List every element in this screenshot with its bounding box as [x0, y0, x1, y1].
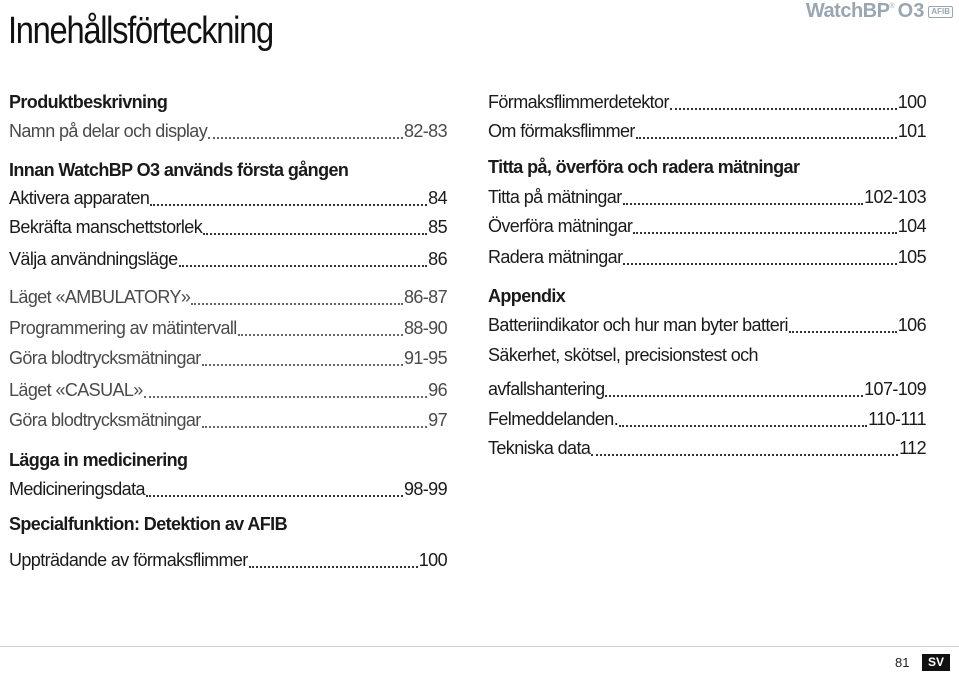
toc-entry[interactable]	[9, 550, 447, 574]
toc-entry[interactable]	[9, 249, 447, 273]
dot-leader	[619, 425, 867, 427]
toc-entry-title: Överföra mätningar	[488, 216, 633, 236]
section-heading: Titta på, överföra och radera mätningar	[488, 157, 800, 177]
toc-entry-title: Radera mätningar	[488, 247, 623, 267]
toc-entry[interactable]	[9, 287, 447, 311]
toc-entry-title: Göra blodtrycksmätningar	[9, 348, 201, 368]
toc-entry-title: Namn på delar och display	[9, 121, 208, 141]
toc-entry-page: 98-99	[403, 479, 447, 499]
toc-entry-page: 97	[428, 410, 447, 430]
toc-entry[interactable]	[9, 410, 447, 434]
toc-entry-title: Programmering av mätintervall	[9, 318, 237, 338]
toc-entry-page: 82-83	[403, 121, 447, 141]
toc-entry[interactable]	[488, 216, 926, 240]
toc-entry-title: Läget «AMBULATORY»	[9, 287, 191, 307]
toc-entry[interactable]	[488, 315, 926, 339]
toc-entry-title: avfallshantering	[488, 379, 605, 399]
toc-entry[interactable]	[488, 247, 926, 271]
section-heading: Specialfunktion: Detektion av AFIB	[9, 514, 287, 534]
toc-entry-page: 105	[897, 247, 926, 267]
toc-entry[interactable]	[9, 121, 447, 145]
toc-entry-page: 91-95	[403, 348, 447, 368]
toc-entry-title: Medicineringsdata	[9, 479, 145, 499]
dot-leader	[249, 566, 418, 568]
toc-entry[interactable]	[488, 92, 926, 116]
toc-entry-page: 102-103	[864, 187, 926, 207]
toc-entry-page: 101	[897, 121, 926, 141]
toc-entry-title: Uppträdande av förmaksflimmer	[9, 550, 248, 570]
dot-leader	[203, 233, 427, 235]
toc-entry-page: 100	[418, 550, 447, 570]
toc-entry-page: 86	[428, 249, 447, 269]
toc-entry-page: 107-109	[864, 379, 926, 399]
section-heading: Lägga in medicinering	[9, 450, 188, 470]
toc-entry-title: Om förmaksflimmer	[488, 121, 635, 141]
footer-divider	[0, 646, 959, 647]
toc-entry-title-line: Säkerhet, skötsel, precisionstest och	[488, 345, 758, 365]
toc-entry[interactable]	[488, 187, 926, 211]
dot-leader	[202, 364, 403, 366]
dot-leader	[636, 137, 897, 139]
dot-leader	[144, 396, 427, 398]
toc-entry-page: 106	[897, 315, 926, 335]
brand-logo	[806, 0, 953, 22]
toc-entry-title: Göra blodtrycksmätningar	[9, 410, 201, 430]
section-heading: Produktbeskrivning	[9, 92, 168, 112]
toc-entry-title: Förmaksflimmerdetektor	[488, 92, 669, 112]
dot-leader	[623, 263, 896, 265]
dot-leader	[191, 303, 403, 305]
dot-leader	[146, 495, 403, 497]
dot-leader	[623, 203, 864, 205]
toc-entry-page: 85	[428, 217, 447, 237]
dot-leader	[238, 334, 403, 336]
toc-entry-page: 112	[899, 438, 926, 458]
dot-leader	[179, 265, 428, 267]
toc-entry-page: 100	[897, 92, 926, 112]
section-heading: Innan WatchBP O3 används första gången	[9, 160, 349, 180]
toc-entry[interactable]	[9, 217, 447, 241]
dot-leader	[202, 426, 427, 428]
brand-registered-mark: ®	[889, 3, 895, 10]
toc-entry-page: 86-87	[403, 287, 447, 307]
toc-entry[interactable]	[9, 479, 447, 503]
dot-leader	[605, 395, 863, 397]
brand-model: O3	[897, 0, 925, 22]
toc-entry[interactable]	[488, 121, 926, 145]
dot-leader	[150, 204, 427, 206]
dot-leader	[633, 232, 897, 234]
page-number: 81	[895, 655, 910, 670]
toc-entry-page: 96	[428, 380, 447, 400]
toc-entry-page: 88-90	[403, 318, 447, 338]
toc-entry-title: Felmeddelanden.	[488, 409, 619, 429]
brand-badge: AFIB	[928, 6, 953, 18]
toc-entry-title: Titta på mätningar	[488, 187, 622, 207]
toc-entry[interactable]	[9, 318, 447, 342]
toc-entry-page: 104	[897, 216, 926, 236]
dot-leader	[670, 108, 897, 110]
toc-entry-page: 110-111	[868, 409, 926, 429]
toc-entry[interactable]	[9, 380, 447, 404]
toc-entry-title: Bekräfta manschettstorlek	[9, 217, 203, 237]
toc-entry-page: 84	[428, 188, 447, 208]
toc-entry-title: Läget «CASUAL»	[9, 380, 143, 400]
dot-leader	[591, 454, 898, 456]
toc-entry[interactable]	[9, 348, 447, 372]
dot-leader	[789, 331, 897, 333]
toc-entry-title: Välja användningsläge	[9, 249, 178, 269]
brand-name: WatchBP	[805, 0, 890, 22]
toc-entry[interactable]	[488, 379, 926, 403]
page-title: Innehållsförteckning	[8, 10, 273, 52]
dot-leader	[208, 137, 403, 139]
toc-entry-title: Tekniska data	[488, 438, 591, 458]
toc-entry[interactable]	[488, 409, 926, 433]
toc-entry[interactable]	[9, 188, 447, 212]
toc-entry[interactable]	[488, 438, 926, 462]
language-badge: SV	[922, 654, 950, 671]
toc-entry-title: Aktivera apparaten	[9, 188, 150, 208]
section-heading: Appendix	[488, 286, 566, 306]
toc-entry-title: Batteriindikator och hur man byter batteri	[488, 315, 788, 335]
